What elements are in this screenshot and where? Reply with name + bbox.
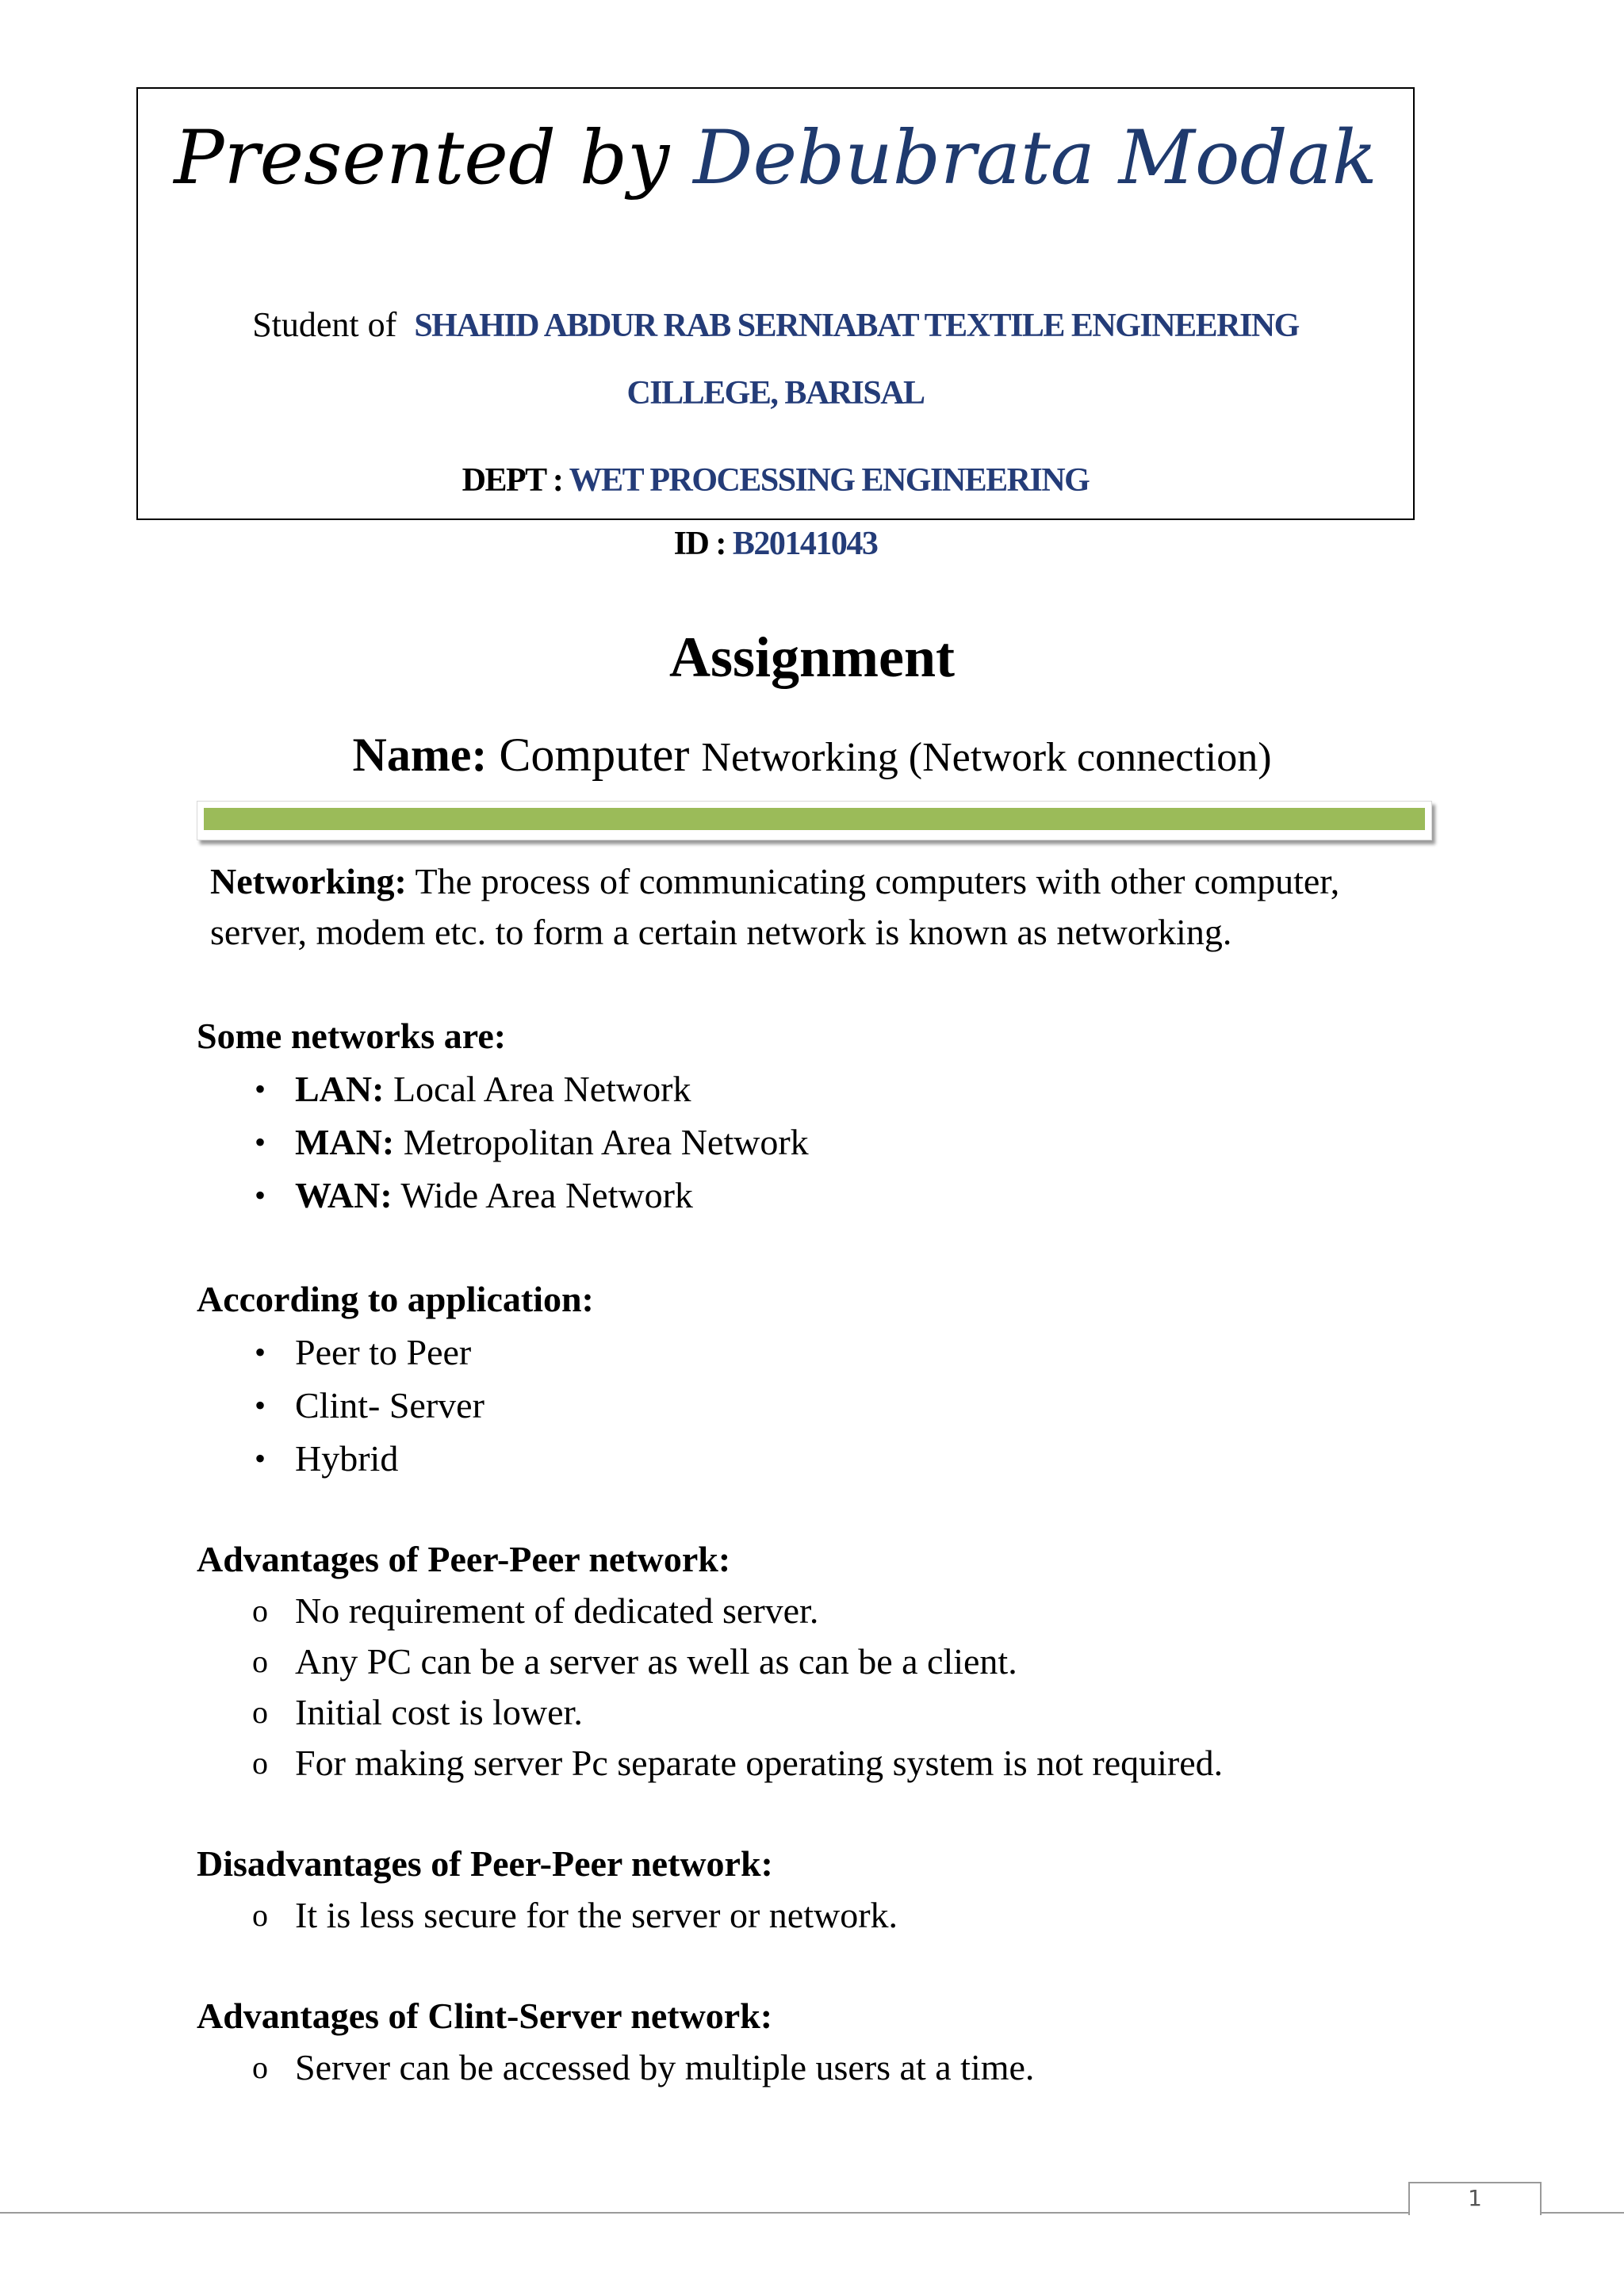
- bullet-circle-icon: o: [252, 2049, 268, 2085]
- page-number: 1: [1468, 2185, 1482, 2211]
- item-text: Clint- Server: [295, 1385, 485, 1425]
- item-text: Local Area Network: [393, 1069, 691, 1109]
- subject-word: Computer: [499, 729, 690, 781]
- id-label: ID :: [673, 526, 726, 562]
- green-divider-bar: [204, 808, 1425, 830]
- bullet-disc-icon: •: [254, 1177, 266, 1213]
- list-item: [197, 1169, 1434, 1222]
- section-heading: Advantages of Peer-Peer network:: [197, 1539, 731, 1579]
- green-divider: [197, 801, 1432, 840]
- bullet-circle-icon: o: [252, 1897, 268, 1933]
- bullet-circle-icon: o: [252, 1694, 268, 1730]
- subject-label: Name:: [352, 729, 488, 781]
- section-heading: Advantages of Clint-Server network:: [197, 1996, 773, 2036]
- item-text: Initial cost is lower.: [295, 1692, 583, 1732]
- section-p2p-disadvantages: [197, 1838, 1434, 1941]
- section-networks: [197, 1010, 1434, 1222]
- presenter-header-box: [136, 87, 1415, 562]
- list-item: [197, 1379, 1434, 1432]
- section-application: [197, 1273, 1434, 1485]
- networking-definition: [210, 856, 1431, 958]
- footer-rule: [0, 2212, 1624, 2214]
- item-text: Any PC can be a server as well as can be a client.: [295, 1641, 1017, 1682]
- bullet-disc-icon: •: [254, 1334, 266, 1370]
- bullet-circle-icon: o: [252, 1593, 268, 1628]
- item-term: WAN:: [295, 1175, 393, 1215]
- item-text: Peer to Peer: [295, 1332, 472, 1372]
- item-text: For making server Pc separate operating system is not required.: [295, 1743, 1224, 1783]
- student-id-line: [138, 525, 1413, 563]
- college-name-line1: SHAHID ABDUR RAB SERNIABAT TEXTILE ENGINEERING: [414, 308, 1299, 344]
- list-item: [197, 1062, 1434, 1115]
- bullet-circle-icon: o: [252, 1644, 268, 1679]
- list-item: [197, 1738, 1434, 1789]
- section-heading: Disadvantages of Peer-Peer network:: [197, 1843, 773, 1884]
- list-item: [197, 1890, 1434, 1941]
- college-name-line2: CILLEGE, BARISAL: [626, 375, 925, 411]
- item-term: MAN:: [295, 1122, 395, 1162]
- list-item: [197, 1432, 1434, 1485]
- list-item: [197, 1326, 1434, 1379]
- presenter-line: [138, 103, 1413, 214]
- bullet-circle-icon: o: [252, 1745, 268, 1781]
- item-term: LAN:: [295, 1069, 385, 1109]
- presenter-name: Debubrata Modak: [693, 115, 1377, 201]
- list-item: [197, 2042, 1434, 2093]
- list-item: [197, 1687, 1434, 1738]
- id-value: B20141043: [732, 526, 878, 562]
- item-text: Wide Area Network: [400, 1175, 693, 1215]
- list-item: [197, 1115, 1434, 1169]
- dept-label: DEPT :: [462, 462, 563, 499]
- item-text: No requirement of dedicated server.: [295, 1590, 819, 1631]
- bullet-disc-icon: •: [254, 1124, 266, 1160]
- section-heading: According to application:: [197, 1279, 594, 1319]
- section-p2p-advantages: [197, 1533, 1434, 1789]
- dept-value: WET PROCESSING ENGINEERING: [569, 462, 1090, 499]
- presented-by-label: Presented by: [174, 115, 670, 201]
- section-heading: Some networks are:: [197, 1016, 507, 1056]
- department-line: [138, 461, 1413, 499]
- bullet-disc-icon: •: [254, 1387, 266, 1423]
- item-text: It is less secure for the server or network.: [295, 1895, 898, 1935]
- subject-line: [0, 728, 1624, 783]
- item-text: Server can be accessed by multiple users at a time.: [295, 2047, 1035, 2087]
- page-number-tab: [1408, 2182, 1542, 2215]
- subject-rest: Networking (Network connection): [701, 735, 1272, 780]
- student-of-line: [138, 304, 1413, 345]
- bullet-disc-icon: •: [254, 1071, 266, 1107]
- networking-text: The process of communicating computers with other computer, server, modem etc. to form a certain network is known as networking.: [210, 861, 1340, 952]
- assignment-title: Assignment: [668, 626, 956, 689]
- student-of-label: Student of: [252, 305, 397, 344]
- bullet-disc-icon: •: [254, 1441, 266, 1476]
- list-item: [197, 1636, 1434, 1687]
- networking-term: Networking:: [210, 861, 407, 901]
- list-item: [197, 1586, 1434, 1636]
- section-cs-advantages: [197, 1990, 1434, 2093]
- item-text: Hybrid: [295, 1438, 399, 1479]
- item-text: Metropolitan Area Network: [403, 1122, 809, 1162]
